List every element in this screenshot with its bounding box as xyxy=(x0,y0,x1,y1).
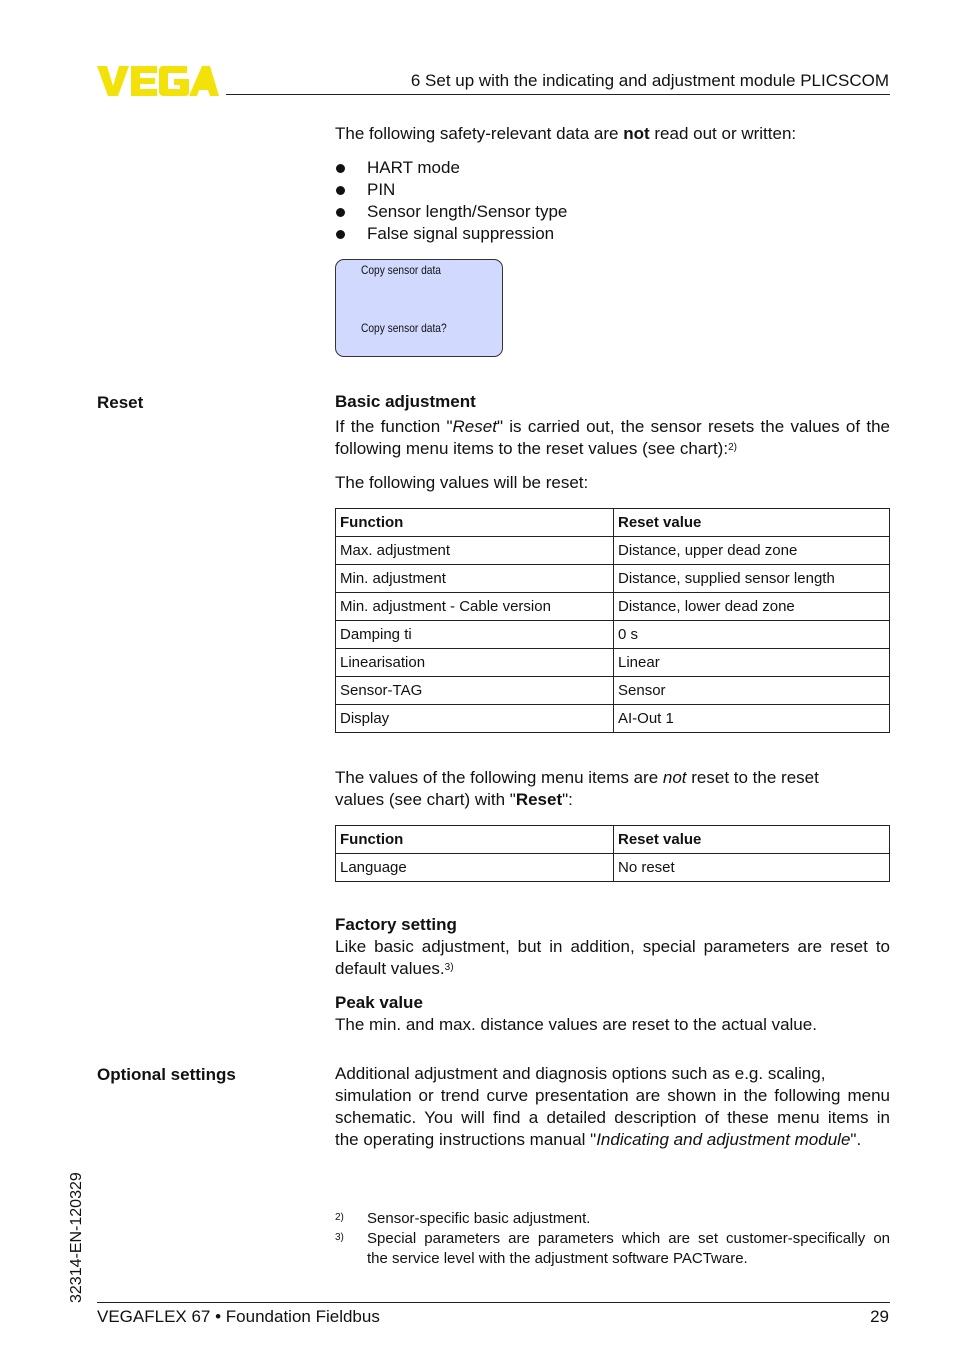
table-cell: Linear xyxy=(614,649,890,677)
column-header-function: Function xyxy=(336,826,614,854)
table-cell: Min. adjustment xyxy=(336,565,614,593)
factory-setting-paragraph xyxy=(335,936,890,980)
text-span: default values. xyxy=(335,959,445,978)
document-id: 32314-EN-120329 xyxy=(68,1172,85,1303)
list-item xyxy=(335,157,835,179)
basic-adjustment-heading: Basic adjustment xyxy=(335,392,476,411)
column-header-function: Function xyxy=(336,509,614,537)
text-span: The values of the following menu items are xyxy=(335,768,663,787)
column-header-reset-value: Reset value xyxy=(614,826,890,854)
table-cell: 0 s xyxy=(614,621,890,649)
table-row xyxy=(336,649,890,677)
intro-pre: The following safety-relevant data are xyxy=(335,124,624,143)
display-line-2: Copy sensor data? xyxy=(361,321,447,335)
not-reset-table xyxy=(335,825,890,882)
reset-paragraph-1 xyxy=(335,416,890,460)
footnote-3-line-1: Special parameters are parameters which are set customer-specifically on xyxy=(367,1230,890,1247)
reset-paragraph-1-line-2 xyxy=(335,438,890,460)
bullet-list xyxy=(335,157,835,245)
text-span: reset to the reset xyxy=(686,768,819,787)
table-row xyxy=(336,621,890,649)
table-cell: Max. adjustment xyxy=(336,537,614,565)
optional-line-3: schematic. You will find a detailed description of these menu items in xyxy=(335,1108,890,1127)
optional-line-2: simulation or trend curve presentation are shown in the following menu xyxy=(335,1086,890,1105)
table-cell: Language xyxy=(336,854,614,882)
list-item xyxy=(335,179,835,201)
table-row xyxy=(336,854,890,882)
intro-paragraph xyxy=(335,123,796,145)
side-label-optional-settings: Optional settings xyxy=(97,1065,236,1084)
text-span: ". xyxy=(850,1130,862,1149)
peak-value-paragraph: The min. and max. distance values are reset to the actual value. xyxy=(335,1015,817,1034)
intro-emphasis: not xyxy=(623,124,650,143)
manual-title-italic: Indicating and adjustment module xyxy=(596,1130,851,1149)
reset-values-table xyxy=(335,508,890,733)
column-header-reset-value: Reset value xyxy=(614,509,890,537)
bullet-icon xyxy=(336,186,345,195)
table-header-row xyxy=(336,826,890,854)
footnote-2-text: Sensor-specific basic adjustment. xyxy=(367,1210,591,1227)
factory-setting-heading: Factory setting xyxy=(335,915,457,934)
table-header-row xyxy=(336,509,890,537)
page-number: 29 xyxy=(870,1307,889,1326)
list-item xyxy=(335,223,835,245)
text-span: values (see chart) with " xyxy=(335,790,516,809)
intro-post: read out or written: xyxy=(649,124,797,143)
table-cell: Distance, supplied sensor length xyxy=(614,565,890,593)
section-title: 6 Set up with the indicating and adjustment module PLICSCOM xyxy=(410,71,889,90)
side-label-reset: Reset xyxy=(97,393,144,412)
reset-italic: Reset xyxy=(452,417,497,436)
reset-paragraph-3-line-1 xyxy=(335,767,890,789)
footer-product: VEGAFLEX 67 • Foundation Fieldbus xyxy=(97,1307,380,1326)
footnote-3-text xyxy=(367,1229,890,1269)
table-row xyxy=(336,705,890,733)
table-cell: Min. adjustment - Cable version xyxy=(336,593,614,621)
table-cell: Display xyxy=(336,705,614,733)
footer-rule xyxy=(97,1302,890,1303)
display-line-1: Copy sensor data xyxy=(361,263,441,277)
list-item-label: HART mode xyxy=(367,158,460,177)
table-cell: Distance, lower dead zone xyxy=(614,593,890,621)
text-span: If the function " xyxy=(335,417,453,436)
text-span: ": xyxy=(562,790,573,809)
list-item-label: PIN xyxy=(367,180,396,199)
optional-settings-paragraph xyxy=(335,1063,890,1151)
bullet-icon xyxy=(336,230,345,239)
reset-paragraph-3 xyxy=(335,767,890,811)
table-cell: AI-Out 1 xyxy=(614,705,890,733)
reset-paragraph-1-line-1 xyxy=(335,416,890,438)
list-item-label: Sensor length/Sensor type xyxy=(367,202,568,221)
reset-bold: Reset xyxy=(515,790,563,809)
table-row xyxy=(336,565,890,593)
table-cell: No reset xyxy=(614,854,890,882)
table-cell: Linearisation xyxy=(336,649,614,677)
table-cell: Distance, upper dead zone xyxy=(614,537,890,565)
text-span: following menu items to the reset values (see chart): xyxy=(335,439,729,458)
factory-line-1: Like basic adjustment, but in addition, special parameters are reset to xyxy=(335,937,890,956)
bullet-icon xyxy=(336,164,345,173)
table-row xyxy=(336,593,890,621)
footnote-mark-3: 3) xyxy=(335,1232,344,1243)
header-rule xyxy=(226,94,890,95)
table-row xyxy=(336,677,890,705)
footnote-3-line-2: the service level with the adjustment software PACTware. xyxy=(367,1250,748,1267)
table-cell: Sensor-TAG xyxy=(336,677,614,705)
display-screen xyxy=(335,259,503,357)
optional-line-4 xyxy=(335,1129,890,1151)
text-span: " is carried out, the sensor resets the values of the xyxy=(496,417,890,436)
footnote-ref: 2) xyxy=(728,442,737,453)
table-row xyxy=(336,537,890,565)
reset-paragraph-3-line-2 xyxy=(335,789,890,811)
optional-line-1: Additional adjustment and diagnosis options such as e.g. scaling, xyxy=(335,1064,826,1083)
not-italic: not xyxy=(662,768,687,787)
bullet-icon xyxy=(336,208,345,217)
table-cell: Damping ti xyxy=(336,621,614,649)
list-item xyxy=(335,201,835,223)
footnote-mark-2: 2) xyxy=(335,1212,344,1223)
factory-line-2 xyxy=(335,958,890,980)
peak-value-heading: Peak value xyxy=(335,993,423,1012)
table-cell: Sensor xyxy=(614,677,890,705)
footnote-ref: 3) xyxy=(444,962,454,973)
list-item-label: False signal suppression xyxy=(367,224,555,243)
text-span: the operating instructions manual " xyxy=(335,1130,597,1149)
reset-paragraph-2: The following values will be reset: xyxy=(335,473,589,492)
